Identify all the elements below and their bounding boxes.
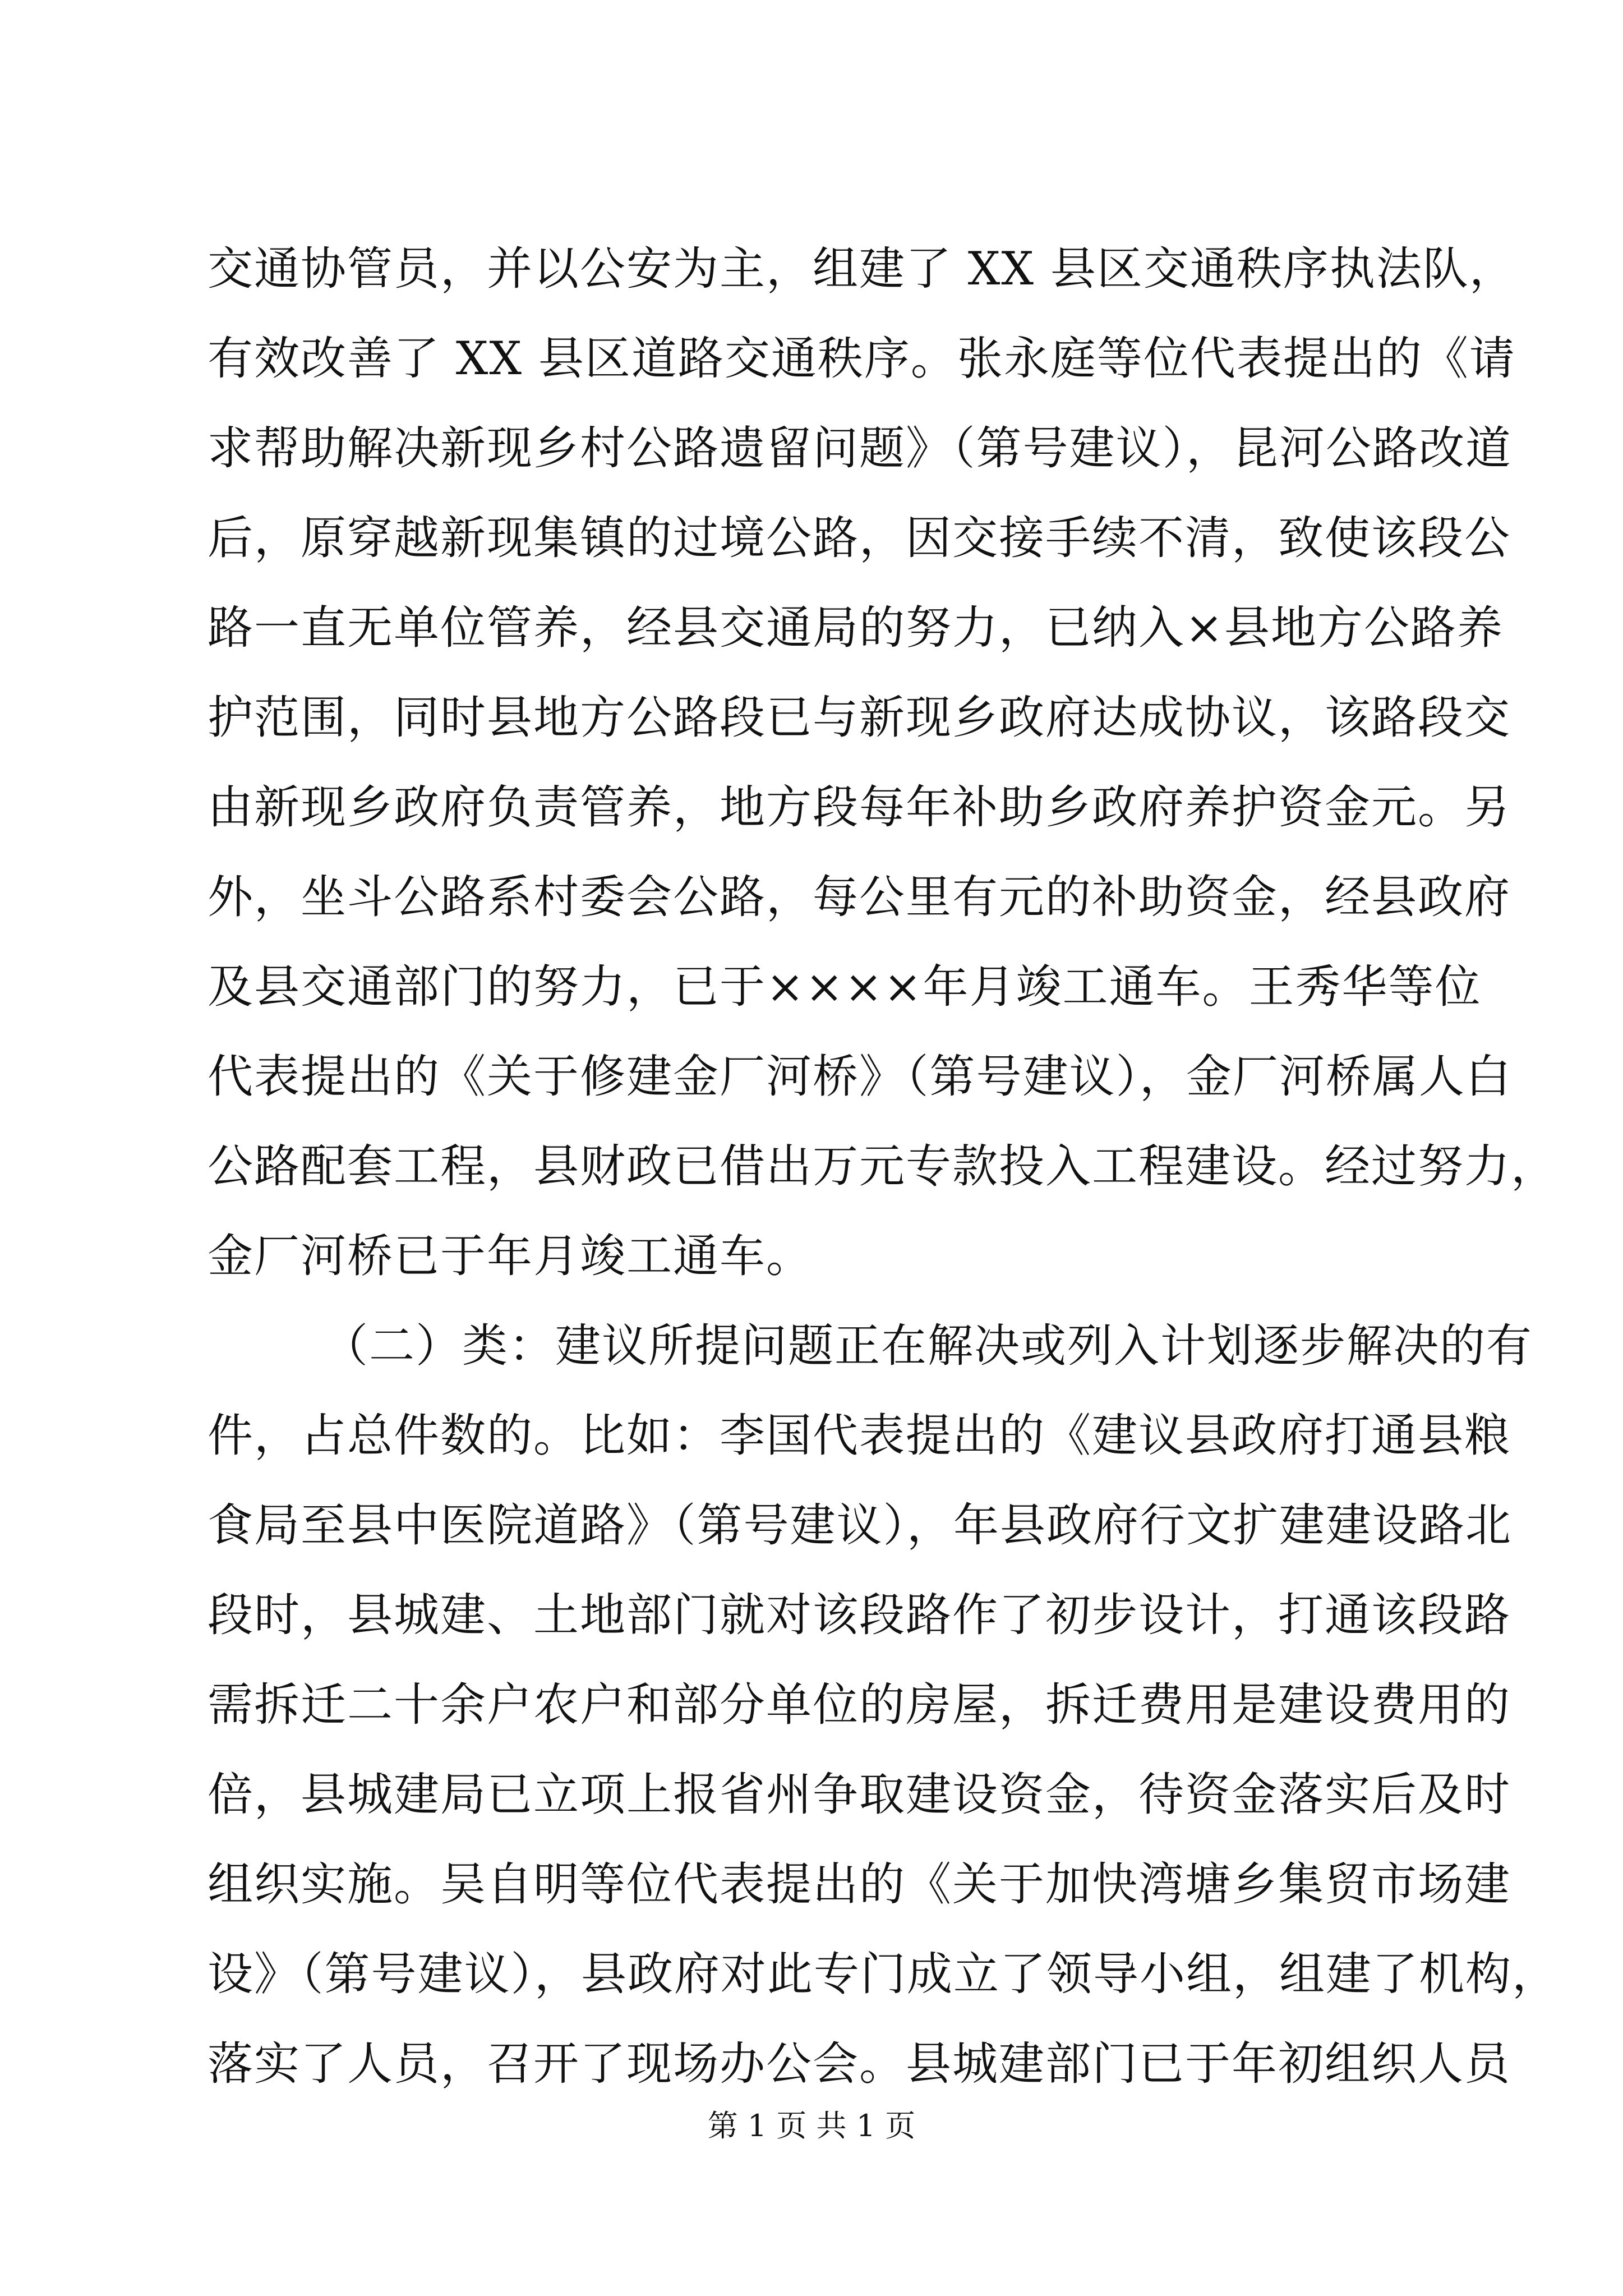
text-line: 护范围，同时县地方公路段已与新现乡政府达成协议，该路段交 bbox=[208, 692, 1511, 744]
page-footer: 第 1 页 共 1 页 bbox=[707, 2108, 916, 2143]
text-line: 设》（第号建议），县政府对此专门成立了领导小组，组建了机构， bbox=[208, 1948, 1559, 2001]
text-line: 金厂河桥已于年月竣工通车。 bbox=[208, 1230, 813, 1283]
text-line: 有效改善了 XX 县区道路交通秩序。张永庭等位代表提出的《请 bbox=[208, 333, 1516, 385]
text-line: 代表提出的《关于修建金厂河桥》（第号建议），金厂河桥属人白 bbox=[208, 1051, 1513, 1103]
text-line: 交通协管员，并以公安为主，组建了 XX 县区交通秩序执法队， bbox=[208, 243, 1516, 296]
text-line: 件，占总件数的。比如：李国代表提出的《建议县政府打通县粮 bbox=[208, 1410, 1511, 1462]
text-line: 落实了人员，召开了现场办公会。县城建部门已于年初组织人员 bbox=[208, 2038, 1511, 2091]
text-line: 外，坐斗公路系村委会公路，每公里有元的补助资金，经县政府 bbox=[208, 871, 1511, 924]
text-line: 后，原穿越新现集镇的过境公路，因交接手续不清，致使该段公 bbox=[208, 512, 1511, 565]
text-line: 倍，县城建局已立项上报省州争取建设资金，待资金落实后及时 bbox=[208, 1769, 1511, 1821]
text-line: 公路配套工程，县财政已借出万元专款投入工程建设。经过努力， bbox=[208, 1140, 1558, 1193]
text-line: 组织实施。吴自明等位代表提出的《关于加快湾塘乡集贸市场建 bbox=[208, 1858, 1511, 1911]
text-line: 求帮助解决新现乡村公路遗留问题》（第号建议），昆河公路改道 bbox=[208, 422, 1513, 475]
text-line: 段时，县城建、土地部门就对该段路作了初步设计，打通该段路 bbox=[208, 1589, 1511, 1642]
text-line: 需拆迁二十余户农户和部分单位的房屋，拆迁费用是建设费用的 bbox=[208, 1679, 1511, 1732]
text-line: 食局至县中医院道路》（第号建议），年县政府行文扩建建设路北 bbox=[208, 1499, 1513, 1552]
text-line: 由新现乡政府负责管养，地方段每年补助乡政府养护资金元。另 bbox=[208, 781, 1511, 834]
paragraph-start-line: （二）类：建议所提问题正在解决或列入计划逐步解决的有 bbox=[322, 1320, 1533, 1373]
text-line: 及县交通部门的努力，已于××××年月竣工通车。王秀华等位 bbox=[208, 961, 1482, 1014]
text-line: 路一直无单位管养，经县交通局的努力，已纳入×县地方公路养 bbox=[208, 602, 1504, 655]
